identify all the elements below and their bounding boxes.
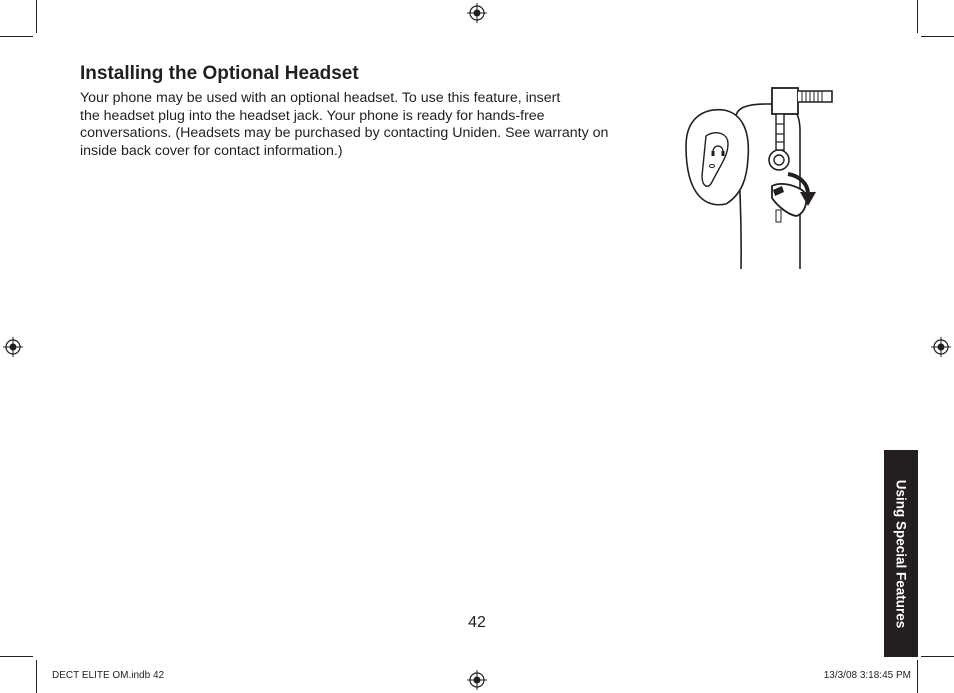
registration-mark-icon (467, 3, 487, 23)
headset-plug-illustration (676, 86, 836, 270)
crop-mark (0, 656, 33, 657)
section-title: Installing the Optional Headset (80, 63, 359, 84)
print-slug-timestamp: 13/3/08 3:18:45 PM (823, 670, 911, 681)
crop-mark (0, 36, 33, 37)
registration-mark-icon (3, 337, 23, 357)
body-line: inside back cover for contact information.) (80, 142, 343, 159)
body-line: the headset plug into the headset jack. Your phone is ready for hands-free (80, 107, 545, 124)
body-line: Your phone may be used with an optional headset. To use this feature, insert (80, 90, 561, 106)
print-slug-file: DECT ELITE OM.indb 42 (52, 670, 165, 681)
crop-mark (917, 0, 918, 33)
registration-mark-icon (931, 337, 951, 357)
crop-mark (36, 0, 37, 33)
crop-mark (921, 656, 954, 657)
page-number: 42 (468, 614, 486, 631)
body-line: conversations. (Headsets may be purchased by contacting Uniden. See warranty on (80, 125, 609, 141)
registration-mark-icon (467, 670, 487, 690)
section-body (80, 90, 670, 160)
crop-mark (36, 660, 37, 693)
side-tab-label: Using Special Features (893, 479, 909, 628)
crop-mark (921, 36, 954, 37)
crop-mark (917, 660, 918, 693)
